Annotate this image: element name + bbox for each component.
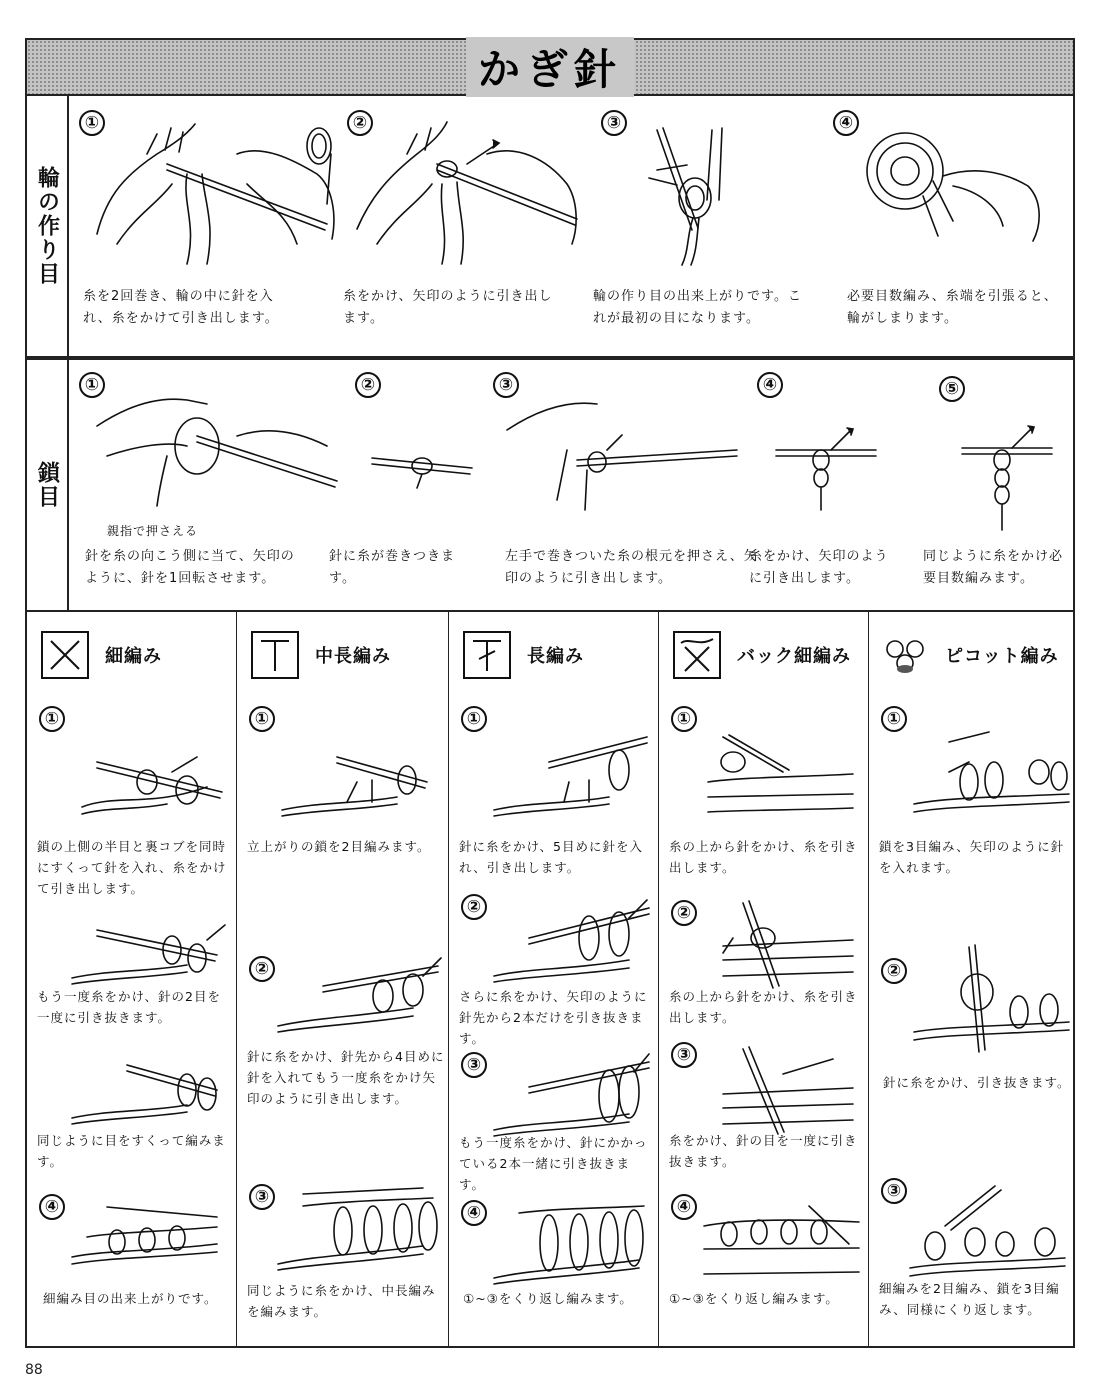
stitch-header bbox=[449, 630, 658, 680]
sc-step-1-caption: 鎖の上側の半目と裏コブを同時にすくって針を入れ、糸をかけて引き出します。 bbox=[37, 839, 227, 896]
picot-step-2-illustration bbox=[909, 942, 1069, 1052]
sc-step-2-illustration bbox=[67, 920, 227, 990]
stitch-header bbox=[27, 630, 236, 680]
hdc-step-2-caption: 針に糸をかけ、針先から4目めに針を入れてもう一度糸をかけ矢印のように引き出します。 bbox=[247, 1049, 445, 1106]
dc-step-4-illustration bbox=[489, 1198, 649, 1288]
stitch-title: 細編み bbox=[105, 646, 162, 667]
stitch-column-dc bbox=[449, 612, 659, 1346]
hdc-step-3-number: ③ bbox=[249, 1184, 275, 1210]
stitch-title: 中長編み bbox=[315, 646, 391, 667]
ring-step-2-number: ② bbox=[347, 110, 373, 136]
stitch-column-picot bbox=[869, 612, 1075, 1346]
rsc-step-1-illustration bbox=[703, 732, 863, 822]
chain-step-1-illustration bbox=[87, 386, 347, 506]
picot-step-1-number: ① bbox=[881, 706, 907, 732]
picot-step-1-caption: 鎖を3目編み、矢印のように針を入れます。 bbox=[879, 839, 1065, 875]
chain-section bbox=[25, 358, 1075, 612]
chain-step-5-caption: 同じように糸をかけ必要目数編みます。 bbox=[923, 549, 1064, 586]
hdc-step-1-caption: 立上がりの鎖を2目編みます。 bbox=[247, 839, 431, 854]
chain-step-5-illustration bbox=[957, 420, 1057, 540]
stitch-header bbox=[237, 630, 448, 680]
dc-step-1-number: ① bbox=[461, 706, 487, 732]
ring-step-2-caption: 糸をかけ、矢印のように引き出します。 bbox=[343, 289, 553, 326]
chain-step-4-illustration bbox=[771, 420, 881, 510]
stitch-column-hdc bbox=[237, 612, 449, 1346]
chain-step-2-caption: 針に糸が巻きつきます。 bbox=[329, 549, 456, 586]
dc-step-2-caption: さらに糸をかけ、矢印のように針先から2本だけを引き抜きます。 bbox=[459, 989, 648, 1046]
hdc-step-1-number: ① bbox=[249, 706, 275, 732]
ring-step-4-caption: 必要目数編み、糸端を引張ると、輪がしまります。 bbox=[847, 289, 1058, 326]
stitch-header bbox=[659, 630, 868, 680]
sc-step-3-illustration bbox=[67, 1060, 227, 1130]
picot-step-3-caption: 細編みを2目編み、鎖を3目編み、同様にくり返します。 bbox=[879, 1281, 1060, 1317]
rsc-step-4-number: ④ bbox=[671, 1194, 697, 1220]
picot-step-1-illustration bbox=[909, 732, 1069, 822]
x-icon bbox=[41, 631, 89, 679]
stitch-column-sc bbox=[27, 612, 237, 1346]
ring-step-3-caption: 輪の作り目の出来上がりです。これが最初の目になります。 bbox=[593, 289, 802, 326]
dc-step-1-illustration bbox=[489, 732, 649, 822]
dc-step-2-number: ② bbox=[461, 894, 487, 920]
t-icon bbox=[251, 631, 299, 679]
sc-step-1-number: ① bbox=[39, 706, 65, 732]
hdc-step-1-illustration bbox=[277, 752, 437, 822]
sc-step-4-caption: 細編み目の出来上がりです。 bbox=[43, 1291, 218, 1306]
picot-step-3-number: ③ bbox=[881, 1178, 907, 1204]
sc-step-2-caption: もう一度糸をかけ、針の2目を一度に引き抜きます。 bbox=[37, 989, 221, 1025]
chain-step-1-number: ① bbox=[79, 372, 105, 398]
sc-step-4-illustration bbox=[67, 1202, 227, 1272]
rsc-step-1-number: ① bbox=[671, 706, 697, 732]
ring-step-4-number: ④ bbox=[833, 110, 859, 136]
ring-step-1-number: ① bbox=[79, 110, 105, 136]
stitch-columns bbox=[25, 612, 1075, 1348]
rsc-step-2-caption: 糸の上から針をかけ、糸を引き出します。 bbox=[669, 989, 858, 1025]
hdc-step-2-illustration bbox=[273, 956, 443, 1036]
stitch-title: ピコット編み bbox=[945, 646, 1059, 667]
hdc-step-3-caption: 同じように糸をかけ、中長編みを編みます。 bbox=[247, 1283, 436, 1319]
rsc-step-3-caption: 糸をかけ、針の目を一度に引き抜きます。 bbox=[669, 1133, 858, 1169]
stitch-title: バック細編み bbox=[737, 646, 851, 667]
stitch-header bbox=[869, 630, 1075, 680]
title-banner bbox=[25, 38, 1075, 96]
stitch-title: 長編み bbox=[527, 646, 584, 667]
chain-step-4-caption: 糸をかけ、矢印のように引き出します。 bbox=[749, 549, 889, 586]
ring-section bbox=[25, 96, 1075, 358]
picot-step-3-illustration bbox=[905, 1186, 1070, 1286]
chain-step-3-illustration bbox=[497, 390, 747, 510]
sc-step-1-illustration bbox=[77, 752, 227, 822]
chain-step-5-number: ⑤ bbox=[939, 376, 965, 402]
chain-step-3-caption: 左手で巻きついた糸の根元を押さえ、矢印のように引き出します。 bbox=[505, 549, 758, 586]
chain-step-2-illustration bbox=[367, 440, 477, 490]
rsc-step-4-illustration bbox=[699, 1204, 864, 1284]
dc-step-4-caption: ①~③をくり返し編みます。 bbox=[463, 1291, 633, 1306]
chain-step-1-caption: 針を糸の向こう側に当て、矢印のように、針を1回転させます。 bbox=[85, 549, 295, 586]
chain-step-3-number: ③ bbox=[493, 372, 519, 398]
rsc-step-3-illustration bbox=[703, 1044, 863, 1134]
picot-icon bbox=[881, 635, 929, 675]
x-wave-icon bbox=[673, 631, 721, 679]
dc-step-2-illustration bbox=[489, 898, 649, 988]
page-title: かぎ針 bbox=[466, 37, 634, 97]
ring-step-1-illustration bbox=[87, 114, 347, 274]
chain-step-2-number: ② bbox=[355, 372, 381, 398]
dc-step-4-number: ④ bbox=[461, 1200, 487, 1226]
chain-thumb-note: 親指で押さえる bbox=[107, 524, 199, 538]
sc-step-3-caption: 同じように目をすくって編みます。 bbox=[37, 1133, 226, 1169]
t-slash-icon bbox=[463, 631, 511, 679]
rsc-step-2-illustration bbox=[703, 898, 863, 988]
hdc-step-3-illustration bbox=[273, 1186, 443, 1276]
ring-step-2-illustration bbox=[347, 114, 587, 274]
rsc-step-4-caption: ①~③をくり返し編みます。 bbox=[669, 1291, 839, 1306]
page-number: 88 bbox=[25, 1362, 43, 1378]
stitch-column-rsc bbox=[659, 612, 869, 1346]
dc-step-1-caption: 針に糸をかけ、5目めに針を入れ、引き出します。 bbox=[459, 839, 643, 875]
dc-step-3-number: ③ bbox=[461, 1052, 487, 1078]
ring-step-1-caption: 糸を2回巻き、輪の中に針を入れ、糸をかけて引き出します。 bbox=[83, 289, 279, 326]
chain-step-4-number: ④ bbox=[757, 372, 783, 398]
ring-step-3-number: ③ bbox=[601, 110, 627, 136]
chain-section-label: 鎖目 bbox=[27, 360, 69, 610]
sc-step-4-number: ④ bbox=[39, 1194, 65, 1220]
rsc-step-2-number: ② bbox=[671, 900, 697, 926]
hdc-step-2-number: ② bbox=[249, 956, 275, 982]
picot-step-2-number: ② bbox=[881, 958, 907, 984]
rsc-step-3-number: ③ bbox=[671, 1042, 697, 1068]
dc-step-3-illustration bbox=[489, 1052, 649, 1142]
ring-step-3-illustration bbox=[627, 120, 767, 270]
ring-section-label: 輪の作り目 bbox=[27, 96, 69, 356]
rsc-step-1-caption: 糸の上から針をかけ、糸を引き出します。 bbox=[669, 839, 858, 875]
dc-step-3-caption: もう一度糸をかけ、針にかかっている2本一緒に引き抜きます。 bbox=[459, 1135, 648, 1192]
ring-step-4-illustration bbox=[863, 126, 1053, 266]
picot-step-2-caption: 針に糸をかけ、引き抜きます。 bbox=[883, 1075, 1071, 1090]
